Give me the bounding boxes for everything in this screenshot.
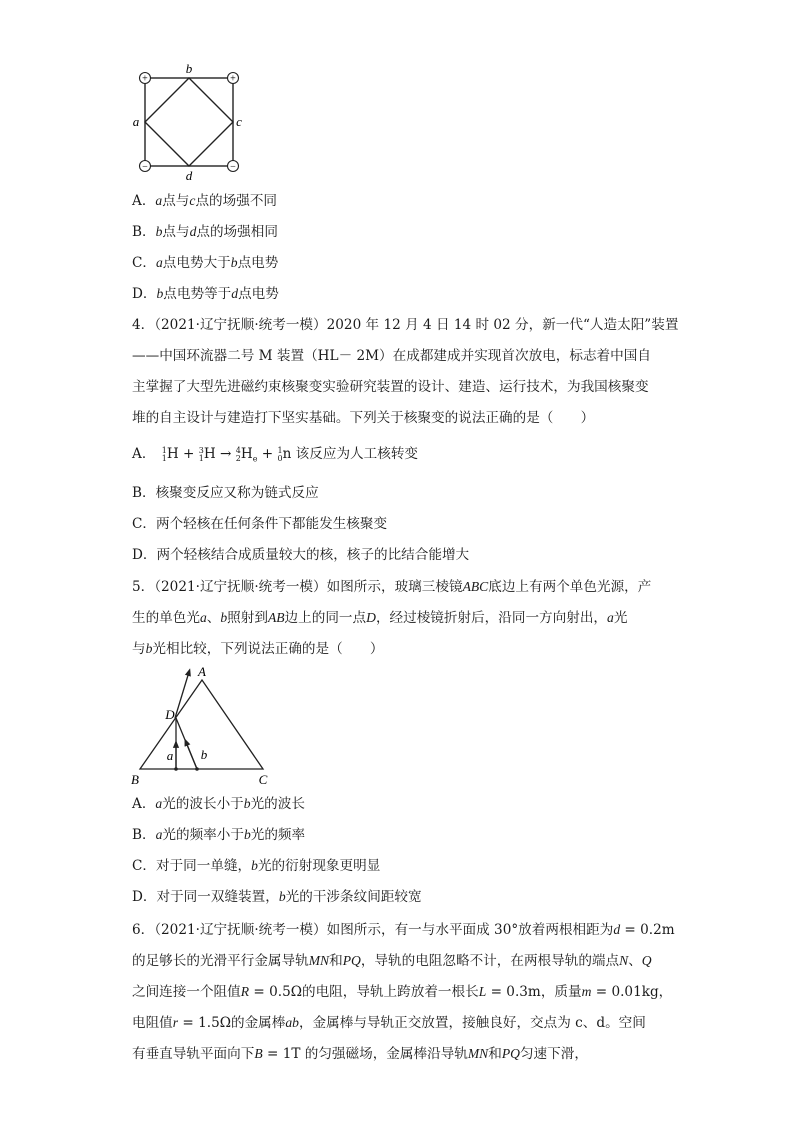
q4-option-b: B．核聚变反应又称为链式反应 bbox=[132, 485, 319, 501]
ray-b-arrow bbox=[186, 742, 197, 769]
q4-stem-line-3: 主掌握了大型先进磁约束核聚变实验研究装置的设计、建造、运行技术，为我国核聚变 bbox=[132, 379, 649, 395]
svg-text:−: − bbox=[230, 161, 236, 173]
q5-option-b: B．a光的频率小于b光的频率 bbox=[132, 827, 306, 843]
q3-option-a: A．a点与c点的场强不同 bbox=[132, 193, 278, 209]
prism-figure bbox=[125, 662, 285, 790]
q3-option-d: D．b点电势等于d点电势 bbox=[132, 286, 279, 302]
q4-stem-line-2: ——中国环流器二号 M 装置（HL－ 2M）在成都建成并实现首次放电，标志着中国自 bbox=[132, 348, 651, 364]
q6-stem-line-3: 之间连接一个阻值R = 0.5Ω的电阻，导轨上跨放着一根长L = 0.3m，质量m = 0.01kg， bbox=[132, 984, 673, 1000]
point-label-b: b bbox=[185, 61, 193, 76]
svg-text:−: − bbox=[142, 161, 148, 173]
q5-stem-line-1: 5．（2021·辽宁抚顺·统考一模）如图所示，玻璃三棱镜ABC底边上有两个单色光源，产 bbox=[132, 579, 652, 595]
svg-text:+: + bbox=[230, 73, 236, 85]
vertex-label-b: B bbox=[131, 772, 139, 787]
vertex-label-a: A bbox=[198, 664, 206, 679]
q5-stem-line-3: 与b光相比较，下列说法正确的是（ ） bbox=[132, 641, 384, 657]
q5-option-d: D．对于同一双缝装置，b光的干涉条纹间距较宽 bbox=[132, 889, 422, 905]
q4-option-c: C．两个轻核在任何条件下都能发生核聚变 bbox=[132, 516, 388, 532]
q6-stem-line-4: 电阻值r = 1.5Ω的金属棒ab，金属棒与导轨正交放置，接触良好，交点为 c、d。空间 bbox=[132, 1015, 646, 1031]
ray-label-b: b bbox=[200, 747, 208, 762]
point-label-d: D bbox=[165, 707, 175, 722]
vertex-label-c: C bbox=[258, 772, 268, 787]
negative-charge-bottom-left bbox=[140, 161, 151, 173]
q4-option-a: A． 1 1H + 3 1H → 4 $2H_e + 1$ 0n 该反应为人工核转变 bbox=[132, 445, 419, 464]
q4-stem-line-4: 堆的自主设计与建造打下坚实基础。下列关于核聚变的说法正确的是（ ） bbox=[132, 410, 595, 426]
charges-square-figure bbox=[125, 60, 250, 185]
q5-option-c: C．对于同一单缝，b光的衍射现象更明显 bbox=[132, 858, 381, 874]
square-outline bbox=[145, 78, 233, 166]
source-b-dot bbox=[195, 767, 199, 771]
q5-stem-line-2: 生的单色光a、b照射到AB边上的同一点D，经过棱镜折射后，沿同一方向射出，a光 bbox=[132, 610, 628, 626]
nuclear-equation: 1 1H + 3 1H → 4 $2H_e + 1$ 0n bbox=[161, 445, 292, 464]
emergent-ray bbox=[175, 672, 189, 718]
q4-option-d: D．两个轻核结合成质量较大的核，核子的比结合能增大 bbox=[132, 547, 470, 563]
point-label-d: d bbox=[185, 168, 193, 183]
q3-option-c: C．a点电势大于b点电势 bbox=[132, 255, 279, 271]
source-a-dot bbox=[174, 767, 178, 771]
positive-charge-top-left bbox=[140, 73, 151, 85]
negative-charge-bottom-right bbox=[228, 161, 239, 173]
diamond-outline bbox=[145, 78, 233, 166]
positive-charge-top-right bbox=[228, 73, 239, 85]
q6-stem-line-5: 有垂直导轨平面向下B = 1T 的匀强磁场，金属棒沿导轨MN和PQ匀速下滑， bbox=[132, 1046, 588, 1062]
point-label-a: a bbox=[132, 114, 140, 129]
q3-option-b: B．b点与d点的场强相同 bbox=[132, 224, 278, 240]
q5-option-a: A．a光的波长小于b光的波长 bbox=[132, 796, 305, 812]
q6-stem-line-2: 的足够长的光滑平行金属导轨MN和PQ，导轨的电阻忽略不计，在两根导轨的端点N、Q bbox=[132, 953, 652, 969]
q6-stem-line-1: 6．（2021·辽宁抚顺·统考一模）如图所示，有一与水平面成 30°放着两根相距为d = 0.2m bbox=[132, 922, 675, 938]
point-label-c: c bbox=[236, 114, 242, 129]
q4-stem-line-1: 4．（2021·辽宁抚顺·统考一模）2020 年 12 月 4 日 14 时 02 分，新一代“人造太阳”装置 bbox=[132, 317, 679, 333]
svg-text:+: + bbox=[142, 73, 148, 85]
ray-label-a: a bbox=[166, 748, 174, 763]
